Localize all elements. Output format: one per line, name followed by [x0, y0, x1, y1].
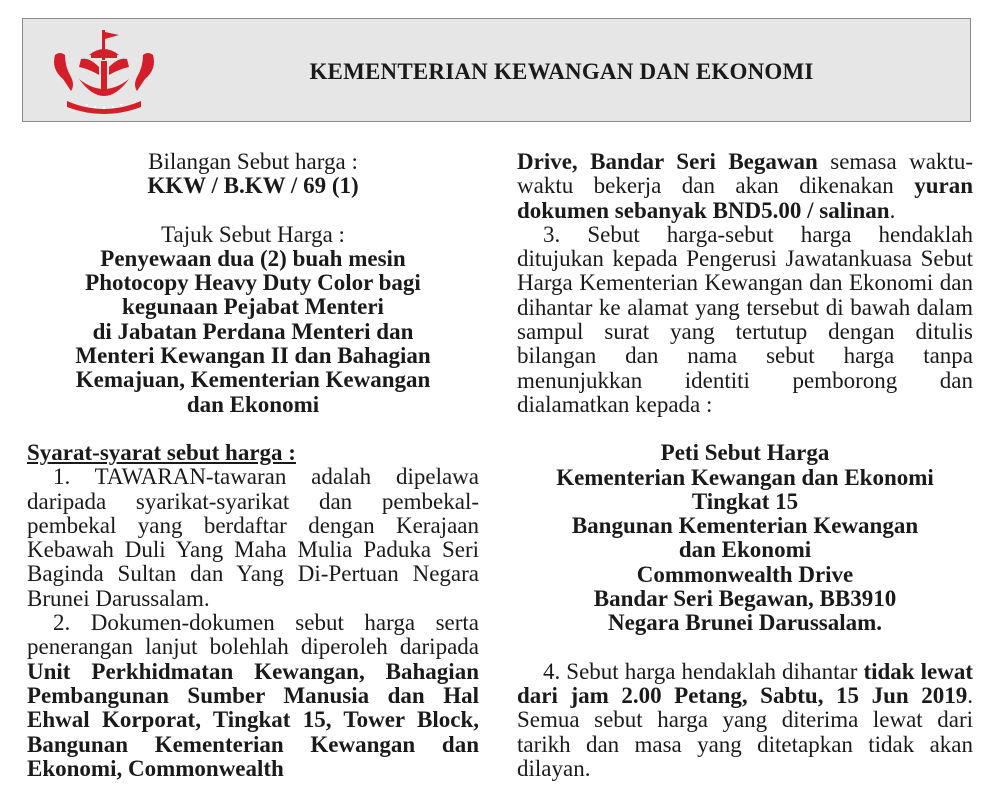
- deadline: tidak lewat dari jam 2.00 Petang, Sabtu, 15 Jun 2019: [517, 658, 973, 708]
- address-line: dan Ekonomi: [678, 537, 812, 563]
- para4-end: . Semua sebut harga yang diterima lewat dari tarikh dan masa yang ditetapkan tidak akan dilayan.: [517, 682, 973, 781]
- para2-text: 2. Dokumen-dokumen sebut harga serta penerangan lanjut bolehlah diperoleh daripada: [27, 610, 479, 660]
- address-line: Tingkat 15: [691, 488, 799, 514]
- para2-office: Unit Perkhidmatan Kewangan, Bahagian Pembangunan Sumber Manusia dan Hal Ehwal Korporat, Tingkat 15, Tower Block, Bangunan Kementerian Kewangan dan Ekonomi, Commonwealth: [27, 658, 479, 781]
- title-label: Tajuk Sebut Harga :: [161, 221, 345, 247]
- title-line: kegunaan Pejabat Menteri: [122, 294, 384, 320]
- address-line: Bangunan Kementerian Kewangan: [571, 513, 919, 539]
- title-line: di Jabatan Perdana Menteri dan: [92, 318, 414, 344]
- brunei-crest-icon: [49, 27, 159, 117]
- para4-text: 4. Sebut harga hendaklah dihantar: [543, 658, 864, 684]
- address-line: Bandar Seri Begawan, BB3910: [593, 586, 897, 612]
- title-line: Menteri Kewangan II dan Bahagian: [75, 343, 431, 369]
- right-column: [517, 150, 973, 781]
- tender-title: [27, 247, 479, 417]
- address-line: Commonwealth Drive: [636, 561, 854, 587]
- condition-paragraph-4: [517, 660, 973, 781]
- ref-number: KKW / B.KW / 69 (1): [147, 173, 359, 199]
- condition-paragraph-2-cont: [517, 150, 973, 223]
- conditions-heading: Syarat-syarat sebut harga :: [27, 439, 296, 465]
- left-column: [27, 150, 479, 781]
- title-line: Kemajuan, Kementerian Kewangan: [75, 367, 431, 393]
- address-block: [517, 441, 973, 635]
- ministry-title: KEMENTERIAN KEWANGAN DAN EKONOMI: [309, 59, 814, 84]
- title-line: dan Ekonomi: [186, 391, 320, 417]
- document-fee: yuran dokumen sebanyak BND5.00 / salinan: [517, 173, 973, 223]
- fee-end: .: [889, 197, 896, 223]
- condition-paragraph-1: 1. TAWARAN-tawaran adalah dipelawa daripada syarikat-syarikat dan pembekal-pembekal yang berdaftar dengan Kerajaan Kebawah Duli Yang Maha Mulia Paduka Seri Baginda Sultan dan Yang Di-Pertuan Negara Brunei Darussalam.: [27, 464, 479, 611]
- condition-paragraph-2: [27, 611, 479, 781]
- title-line: Photocopy Heavy Duty Color bagi: [85, 270, 421, 296]
- cont-text: semasa waktu-waktu bekerja dan akan dikenakan: [517, 149, 973, 199]
- address-line: Kementerian Kewangan dan Ekonomi: [556, 464, 934, 490]
- header-banner: [22, 18, 971, 122]
- address-line: Peti Sebut Harga: [660, 440, 830, 466]
- condition-paragraph-3: 3. Sebut harga-sebut harga hendaklah ditujukan kepada Pengerusi Jawatankuasa Sebut Harga Kementerian Kewangan dan Ekonomi dan dihantar ke alamat yang tersebut di bawah dalam sampul surat yang tertutup dengan ditulis bilangan dan nama sebut harga tanpa menunjukkan identiti pemborong dan dialamatkan kepada :: [517, 221, 973, 417]
- address-line: Negara Brunei Darussalam.: [607, 610, 883, 636]
- ref-label: Bilangan Sebut harga :: [148, 149, 358, 174]
- cont-location: Drive, Bandar Seri Begawan: [517, 149, 818, 174]
- title-line: Penyewaan dua (2) buah mesin: [100, 245, 406, 271]
